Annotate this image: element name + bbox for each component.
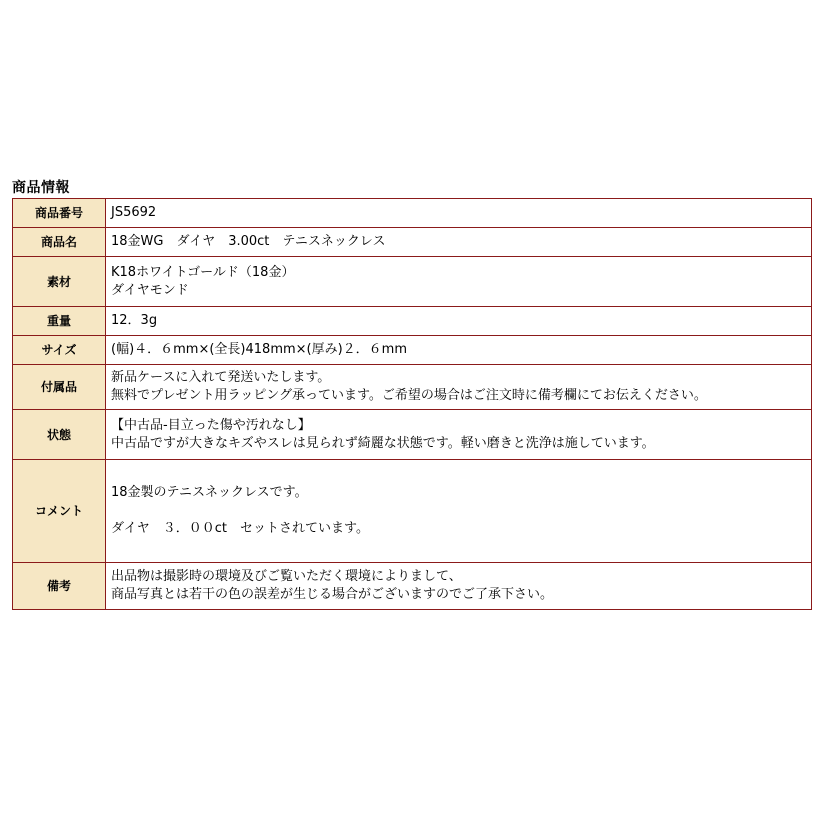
row-label: 備考 [13, 563, 106, 610]
row-label: 商品番号 [13, 199, 106, 228]
table-row-notes [13, 563, 812, 610]
table-row-product-name [13, 228, 812, 257]
row-value [106, 460, 812, 563]
row-value [106, 336, 812, 365]
row-value [106, 307, 812, 336]
row-value [106, 410, 812, 460]
table-row-accessories [13, 365, 812, 410]
value-line: (幅)４．６mm×(全長)418mm×(厚み)２．６mm [111, 342, 408, 357]
row-label: 素材 [13, 257, 106, 307]
row-label: 重量 [13, 307, 106, 336]
row-value [106, 257, 812, 307]
line-gap [111, 502, 810, 520]
section-title: 商品情報 [12, 180, 70, 196]
row-value [106, 199, 812, 228]
table-row-material [13, 257, 812, 307]
value-line: K18ホワイトゴールド（18金） [111, 264, 295, 280]
table-row-comment [13, 460, 812, 563]
table-row-condition [13, 410, 812, 460]
row-label: 状態 [13, 410, 106, 460]
value-line: 新品ケースに入れて発送いたします。 [111, 370, 331, 385]
value-line: 【中古品-目立った傷や汚れなし】 [111, 417, 311, 433]
table-row-weight [13, 307, 812, 336]
value-line: JS5692 [111, 205, 157, 220]
row-value [106, 228, 812, 257]
product-info-table [12, 198, 812, 610]
row-value [106, 365, 812, 410]
value-line: 無料でプレゼント用ラッピング承っています。ご希望の場合はご注文時に備考欄にてお伝えください。 [111, 388, 707, 403]
value-line: ダイヤモンド [111, 282, 189, 298]
value-line: 18金製のテニスネックレスです。 [111, 485, 308, 500]
table-row-size [13, 336, 812, 365]
row-label: コメント [13, 460, 106, 563]
value-line: 商品写真とは若干の色の誤差が生じる場合がございますのでご了承下さい。 [111, 587, 554, 602]
value-line: 中古品ですが大きなキズやスレは見られず綺麗な状態です。軽い磨きと洗浄は施しています。 [111, 435, 655, 451]
row-label: サイズ [13, 336, 106, 365]
value-line: ダイヤ ３．００ct セットされています。 [111, 521, 369, 536]
value-line: 12．3g [111, 313, 158, 328]
table-row-product-number [13, 199, 812, 228]
row-label: 付属品 [13, 365, 106, 410]
row-value [106, 563, 812, 610]
row-label: 商品名 [13, 228, 106, 257]
value-line: 出品物は撮影時の環境及びご覧いただく環境によりまして、 [111, 569, 462, 584]
value-line: 18金WG ダイヤ 3.00ct テニスネックレス [111, 234, 386, 249]
